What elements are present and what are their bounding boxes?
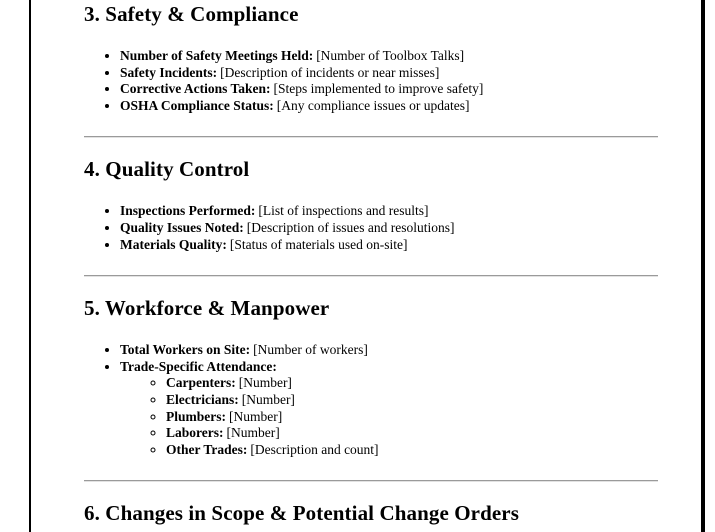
item-value: [Steps implemented to improve safety] bbox=[273, 81, 484, 97]
page-left-edge bbox=[29, 0, 31, 532]
section-changes-scope bbox=[84, 501, 658, 526]
item-value: [Number] bbox=[228, 408, 283, 424]
bullet-list bbox=[84, 48, 658, 114]
section-quality-control bbox=[84, 157, 658, 277]
bullet-list bbox=[84, 342, 658, 458]
item-label: Laborers: bbox=[166, 425, 224, 441]
item-label: Total Workers on Site: bbox=[120, 342, 251, 358]
item-value: [Description and count] bbox=[250, 441, 379, 457]
item-label: Carpenters: bbox=[166, 375, 236, 391]
item-label: Other Trades: bbox=[166, 441, 248, 457]
item-label: OSHA Compliance Status: bbox=[120, 97, 274, 113]
list-item bbox=[120, 65, 658, 82]
page-content bbox=[84, 2, 658, 532]
item-value: [Any compliance issues or updates] bbox=[276, 97, 470, 113]
sub-list-item bbox=[166, 442, 658, 459]
item-label: Quality Issues Noted: bbox=[120, 219, 244, 235]
list-item bbox=[120, 237, 658, 254]
section-divider bbox=[84, 136, 658, 138]
item-value: [Description of issues and resolutions] bbox=[246, 219, 455, 235]
list-item bbox=[120, 342, 658, 359]
list-item bbox=[120, 81, 658, 98]
section-safety-compliance bbox=[84, 2, 658, 138]
list-item bbox=[120, 220, 658, 237]
sub-list-item bbox=[166, 392, 658, 409]
section-heading: 3. Safety & Compliance bbox=[84, 2, 299, 26]
sub-list-item bbox=[166, 375, 658, 392]
item-label: Corrective Actions Taken: bbox=[120, 81, 271, 97]
sub-list-item bbox=[166, 409, 658, 426]
item-value: [Number] bbox=[226, 425, 280, 441]
section-heading: 5. Workforce & Manpower bbox=[84, 296, 330, 321]
item-value: [Number] bbox=[241, 391, 295, 407]
section-heading: 6. Changes in Scope & Potential Change Orders bbox=[84, 501, 519, 526]
page-right-edge bbox=[701, 0, 705, 532]
item-label: Plumbers: bbox=[166, 408, 226, 424]
item-value: [Number] bbox=[238, 375, 292, 391]
item-label: Inspections Performed: bbox=[120, 203, 256, 219]
list-item bbox=[120, 98, 658, 115]
section-divider bbox=[84, 480, 658, 482]
sub-bullet-list bbox=[120, 375, 658, 458]
item-label: Trade-Specific Attendance: bbox=[120, 358, 277, 374]
section-workforce-manpower bbox=[84, 296, 658, 482]
list-item bbox=[120, 359, 658, 459]
bullet-list bbox=[84, 203, 658, 253]
item-value: [Number of Toolbox Talks] bbox=[316, 48, 465, 63]
item-label: Materials Quality: bbox=[120, 236, 227, 252]
item-value: [Status of materials used on-site] bbox=[229, 236, 408, 252]
item-value: [Number of workers] bbox=[253, 342, 368, 358]
list-item bbox=[120, 203, 658, 220]
item-label: Electricians: bbox=[166, 391, 239, 407]
item-value: [Description of incidents or near misses] bbox=[220, 64, 440, 80]
item-label: Safety Incidents: bbox=[120, 64, 218, 80]
section-divider bbox=[84, 275, 658, 277]
item-value: [List of inspections and results] bbox=[258, 203, 429, 219]
sub-list-item bbox=[166, 425, 658, 442]
section-heading: 4. Quality Control bbox=[84, 157, 250, 182]
list-item bbox=[120, 48, 658, 65]
item-label: Number of Safety Meetings Held: bbox=[120, 48, 314, 63]
